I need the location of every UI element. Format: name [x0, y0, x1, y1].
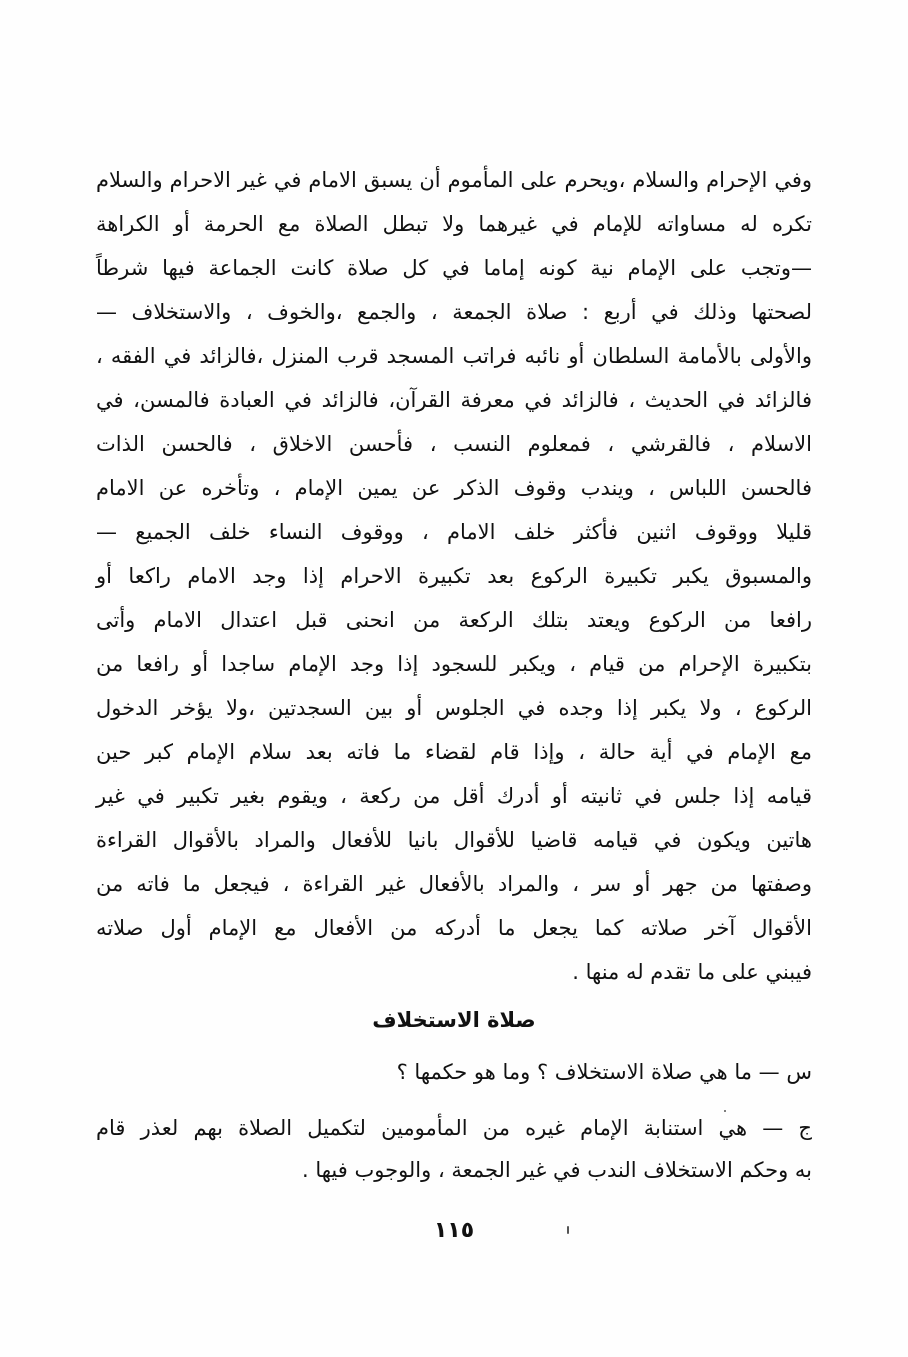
body-line: وفي الإحرام والسلام ،ويحرم على المأموم أن يسبق الامام في غير الاحرام والسلام	[96, 168, 812, 192]
body-line: الأقوال آخر صلاته كما يجعل ما أدركه من الأفعال مع الإمام أول صلاته	[96, 916, 812, 940]
scan-speck	[567, 1226, 569, 1234]
body-line: —وتجب على الإمام نية كونه إماما في كل صلاة كانت الجماعة فيها شرطاً	[96, 256, 812, 280]
body-line: فيبني على ما تقدم له منها .	[572, 960, 812, 984]
body-line: فالزائد في الحديث ، فالزائد في معرفة القرآن، فالزائد في العبادة فالمسن، في	[96, 388, 812, 412]
page-number: ١١٥	[433, 1218, 475, 1243]
body-line: تكره له مساواته للإمام في غيرهما ولا تبطل الصلاة مع الحرمة أو الكراهة	[96, 212, 812, 236]
body-line: فالحسن اللباس ، ويندب وقوف الذكر عن يمين الإمام ، وتأخره عن الامام	[96, 476, 812, 500]
body-line: هاتين ويكون في قيامه قاضيا للأقوال بانيا للأفعال والمراد بالأقوال القراءة	[96, 828, 812, 852]
body-line: قيامه إذا جلس في ثانيته أو أدرك أقل من ركعة ، ويقوم بغير تكبير في غير	[96, 784, 812, 808]
body-line: بتكبيرة الإحرام من قيام ، ويكبر للسجود إذا وجد الإمام ساجدا أو رافعا من	[96, 652, 812, 676]
answer-line: ج — هي استنابة الإمام غيره من المأمومين لتكميل الصلاة بهم لعذر قام	[96, 1116, 812, 1140]
body-line: الاسلام ، فالقرشي ، فمعلوم النسب ، فأحسن الاخلاق ، فالحسن الذات	[96, 432, 812, 456]
scan-speck	[724, 1110, 726, 1112]
body-line: والأولى بالأمامة السلطان أو نائبه فراتب المسجد قرب المنزل ،فالزائد في الفقه ،	[96, 344, 812, 368]
question-line: س — ما هي صلاة الاستخلاف ؟ وما هو حكمها ؟	[396, 1060, 812, 1084]
body-line: والمسبوق يكبر تكبيرة الركوع بعد تكبيرة الاحرام إذا وجد الامام راكعا أو	[96, 564, 812, 588]
body-line: مع الإمام في أية حالة ، وإذا قام لقضاء ما فاته بعد سلام الإمام كبر حين	[96, 740, 812, 764]
body-line: وصفتها من جهر أو سر ، والمراد بالأفعال غير القراءة ، فيجعل ما فاته من	[96, 872, 812, 896]
body-line: قليلا ووقوف اثنين فأكثر خلف الامام ، ووقوف النساء خلف الجميع —	[96, 520, 812, 544]
body-line: لصحتها وذلك في أربع : صلاة الجمعة ، والجمع ،والخوف ، والاستخلاف —	[96, 300, 812, 324]
body-line: الركوع ، ولا يكبر إذا وجده في الجلوس أو بين السجدتين ،ولا يؤخر الدخول	[96, 696, 812, 720]
section-heading: صلاة الاستخلاف	[372, 1008, 536, 1032]
body-line: رافعا من الركوع ويعتد بتلك الركعة من انحنى قبل اعتدال الامام وأتى	[96, 608, 812, 632]
answer-line: به وحكم الاستخلاف الندب في غير الجمعة ، والوجوب فيها .	[301, 1158, 812, 1182]
